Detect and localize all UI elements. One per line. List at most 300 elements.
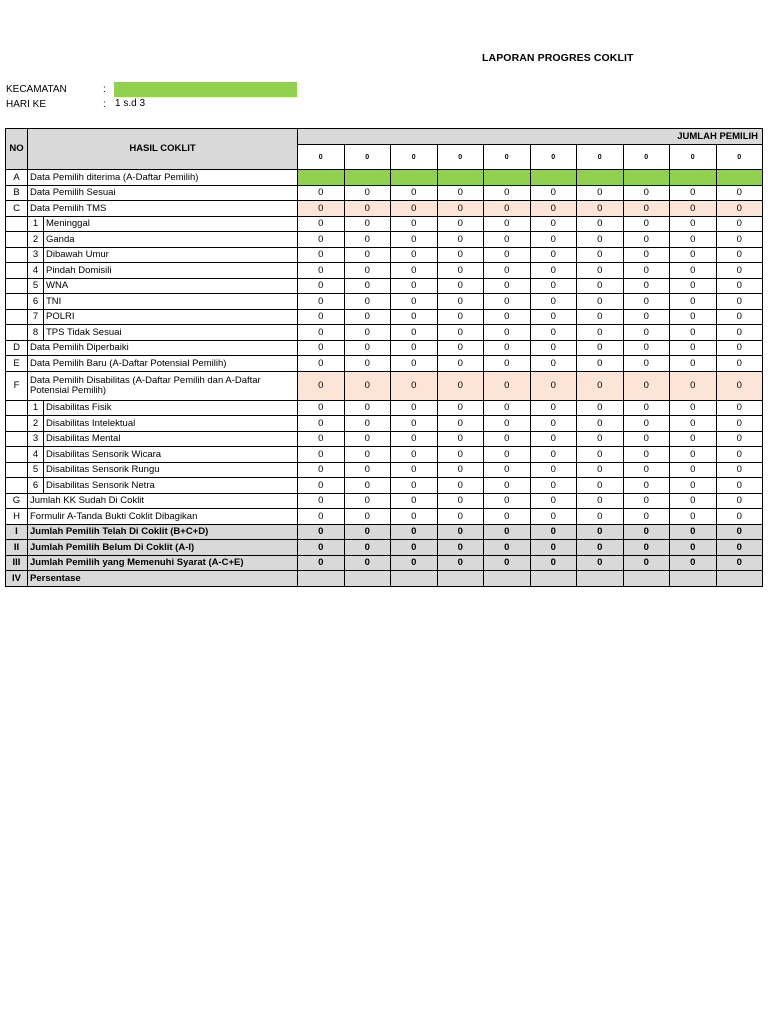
value-cell[interactable]: 0	[391, 247, 438, 263]
row-label: Jumlah Pemilih Belum Di Coklit (A-I)	[28, 540, 298, 556]
value-cell[interactable]: 0	[298, 371, 345, 400]
row-label: Disabilitas Intelektual	[44, 416, 298, 432]
value-cell[interactable]: 0	[344, 232, 391, 248]
value-cell[interactable]: 0	[530, 232, 577, 248]
row-number: II	[6, 540, 28, 556]
table-row	[6, 278, 763, 294]
value-cell[interactable]: 0	[670, 509, 717, 525]
value-cell[interactable]: 0	[716, 263, 763, 279]
value-cell[interactable]: 0	[670, 232, 717, 248]
value-cell[interactable]: 0	[298, 232, 345, 248]
value-cell[interactable]: 0	[298, 201, 345, 217]
value-cell[interactable]: 0	[344, 478, 391, 494]
value-cell[interactable]: 0	[577, 356, 624, 372]
value-cell[interactable]: 0	[577, 400, 624, 416]
table-row	[6, 371, 763, 400]
value-cell[interactable]: 0	[670, 356, 717, 372]
value-cell[interactable]: 0	[344, 216, 391, 232]
value-cell[interactable]: 0	[670, 447, 717, 463]
value-cell[interactable]: 0	[484, 216, 531, 232]
value-cell[interactable]: 0	[437, 431, 484, 447]
value-cell[interactable]: 0	[437, 555, 484, 571]
value-cell[interactable]: 0	[577, 371, 624, 400]
value-cell[interactable]: 0	[716, 247, 763, 263]
value-cell[interactable]	[437, 571, 484, 587]
value-cell[interactable]: 0	[623, 462, 670, 478]
value-cell[interactable]: 0	[577, 431, 624, 447]
value-cell[interactable]: 0	[437, 356, 484, 372]
value-cell[interactable]: 0	[623, 247, 670, 263]
row-sub-number: 5	[28, 462, 44, 478]
value-cell[interactable]: 0	[670, 400, 717, 416]
value-cell[interactable]: 0	[391, 555, 438, 571]
value-cell[interactable]	[670, 571, 717, 587]
value-cell[interactable]: 0	[530, 555, 577, 571]
value-cell[interactable]	[530, 170, 577, 186]
value-cell[interactable]: 0	[484, 185, 531, 201]
value-cell[interactable]: 0	[484, 416, 531, 432]
value-cell[interactable]: 0	[577, 201, 624, 217]
row-sub-number: 6	[28, 478, 44, 494]
value-cell[interactable]: 0	[623, 509, 670, 525]
value-cell[interactable]: 0	[298, 555, 345, 571]
value-cell[interactable]: 0	[716, 371, 763, 400]
value-cell[interactable]: 0	[437, 447, 484, 463]
value-cell[interactable]: 0	[577, 493, 624, 509]
row-number	[6, 232, 28, 248]
value-cell[interactable]: 0	[391, 294, 438, 310]
value-cell[interactable]: 0	[437, 232, 484, 248]
value-cell[interactable]: 0	[670, 431, 717, 447]
value-cell[interactable]: 0	[716, 416, 763, 432]
value-cell[interactable]: 0	[344, 493, 391, 509]
value-cell[interactable]: 0	[530, 294, 577, 310]
value-cell[interactable]: 0	[484, 493, 531, 509]
value-cell[interactable]: 0	[623, 540, 670, 556]
value-cell[interactable]: 0	[623, 416, 670, 432]
row-label: Jumlah Pemilih yang Memenuhi Syarat (A-C+E)	[28, 555, 298, 571]
value-cell[interactable]: 0	[623, 232, 670, 248]
column-header: 0	[437, 145, 484, 170]
value-cell[interactable]: 0	[530, 325, 577, 341]
value-cell[interactable]: 0	[298, 447, 345, 463]
value-cell[interactable]: 0	[437, 185, 484, 201]
value-cell[interactable]	[391, 170, 438, 186]
value-cell[interactable]: 0	[437, 216, 484, 232]
value-cell[interactable]: 0	[391, 540, 438, 556]
value-cell[interactable]: 0	[484, 431, 531, 447]
value-cell[interactable]: 0	[344, 447, 391, 463]
value-cell[interactable]: 0	[484, 371, 531, 400]
value-cell[interactable]: 0	[344, 431, 391, 447]
row-number	[6, 309, 28, 325]
value-cell[interactable]: 0	[298, 478, 345, 494]
value-cell[interactable]: 0	[530, 263, 577, 279]
value-cell[interactable]: 0	[716, 216, 763, 232]
value-cell[interactable]: 0	[298, 416, 345, 432]
value-cell[interactable]: 0	[530, 216, 577, 232]
value-cell[interactable]: 0	[484, 555, 531, 571]
value-cell[interactable]: 0	[623, 431, 670, 447]
value-cell[interactable]: 0	[484, 524, 531, 540]
value-cell[interactable]	[391, 571, 438, 587]
value-cell[interactable]: 0	[577, 555, 624, 571]
value-cell[interactable]: 0	[484, 400, 531, 416]
value-cell[interactable]: 0	[437, 294, 484, 310]
value-cell[interactable]: 0	[437, 325, 484, 341]
value-cell[interactable]: 0	[623, 524, 670, 540]
value-cell[interactable]: 0	[623, 325, 670, 341]
value-cell[interactable]: 0	[344, 247, 391, 263]
row-number: G	[6, 493, 28, 509]
row-label: Data Pemilih Disabilitas (A-Daftar Pemilih dan A-Daftar Potensial Pemilih)	[28, 371, 298, 400]
value-cell[interactable]: 0	[484, 325, 531, 341]
value-cell[interactable]: 0	[670, 462, 717, 478]
value-cell[interactable]: 0	[391, 400, 438, 416]
value-cell[interactable]: 0	[670, 493, 717, 509]
value-cell[interactable]: 0	[577, 540, 624, 556]
table-row	[6, 540, 763, 556]
value-cell[interactable]: 0	[670, 247, 717, 263]
row-label: Disabilitas Mental	[44, 431, 298, 447]
value-cell[interactable]: 0	[577, 325, 624, 341]
value-cell[interactable]: 0	[437, 509, 484, 525]
value-cell[interactable]	[298, 571, 345, 587]
value-cell[interactable]: 0	[298, 325, 345, 341]
value-cell[interactable]	[670, 170, 717, 186]
value-cell[interactable]: 0	[391, 263, 438, 279]
value-cell[interactable]: 0	[530, 356, 577, 372]
value-cell[interactable]: 0	[623, 294, 670, 310]
value-cell[interactable]: 0	[391, 340, 438, 356]
value-cell[interactable]: 0	[391, 185, 438, 201]
value-cell[interactable]: 0	[577, 462, 624, 478]
report-title: LAPORAN PROGRES COKLIT	[482, 52, 634, 64]
value-cell[interactable]: 0	[437, 247, 484, 263]
value-cell[interactable]: 0	[298, 294, 345, 310]
value-cell[interactable]: 0	[298, 400, 345, 416]
value-cell[interactable]: 0	[391, 232, 438, 248]
value-cell[interactable]: 0	[437, 416, 484, 432]
value-cell[interactable]: 0	[577, 447, 624, 463]
value-cell[interactable]: 0	[623, 555, 670, 571]
value-cell[interactable]: 0	[484, 263, 531, 279]
row-sub-number: 7	[28, 309, 44, 325]
value-cell[interactable]: 0	[716, 493, 763, 509]
value-cell[interactable]	[716, 571, 763, 587]
row-sub-number: 2	[28, 416, 44, 432]
table-row	[6, 478, 763, 494]
value-cell[interactable]: 0	[716, 356, 763, 372]
value-cell[interactable]: 0	[670, 201, 717, 217]
kecamatan-label: KECAMATAN	[6, 84, 67, 95]
value-cell[interactable]: 0	[623, 356, 670, 372]
value-cell[interactable]: 0	[484, 247, 531, 263]
value-cell[interactable]	[344, 571, 391, 587]
value-cell[interactable]: 0	[437, 309, 484, 325]
value-cell[interactable]: 0	[344, 509, 391, 525]
value-cell[interactable]: 0	[437, 371, 484, 400]
value-cell[interactable]: 0	[577, 416, 624, 432]
value-cell[interactable]: 0	[391, 371, 438, 400]
value-cell[interactable]: 0	[670, 555, 717, 571]
value-cell[interactable]: 0	[670, 294, 717, 310]
value-cell[interactable]: 0	[716, 185, 763, 201]
value-cell[interactable]: 0	[670, 325, 717, 341]
value-cell[interactable]: 0	[437, 278, 484, 294]
row-label: Data Pemilih Baru (A-Daftar Potensial Pemilih)	[28, 356, 298, 372]
value-cell[interactable]: 0	[530, 509, 577, 525]
value-cell[interactable]: 0	[437, 478, 484, 494]
value-cell[interactable]: 0	[391, 509, 438, 525]
table-header	[6, 129, 763, 170]
value-cell[interactable]: 0	[670, 478, 717, 494]
value-cell[interactable]: 0	[670, 278, 717, 294]
value-cell[interactable]: 0	[437, 201, 484, 217]
value-cell[interactable]: 0	[530, 340, 577, 356]
value-cell[interactable]: 0	[298, 540, 345, 556]
value-cell[interactable]: 0	[391, 356, 438, 372]
value-cell[interactable]	[484, 170, 531, 186]
row-label: Pindah Domisili	[44, 263, 298, 279]
value-cell[interactable]: 0	[530, 201, 577, 217]
row-sub-number: 4	[28, 447, 44, 463]
value-cell[interactable]: 0	[344, 309, 391, 325]
value-cell[interactable]: 0	[344, 524, 391, 540]
progress-table	[5, 128, 763, 587]
value-cell[interactable]: 0	[716, 400, 763, 416]
value-cell[interactable]: 0	[484, 540, 531, 556]
row-sub-number: 2	[28, 232, 44, 248]
value-cell[interactable]: 0	[484, 340, 531, 356]
value-cell[interactable]: 0	[670, 216, 717, 232]
value-cell[interactable]: 0	[530, 431, 577, 447]
value-cell[interactable]: 0	[391, 416, 438, 432]
value-cell[interactable]: 0	[437, 462, 484, 478]
value-cell[interactable]: 0	[298, 278, 345, 294]
value-cell[interactable]: 0	[577, 524, 624, 540]
value-cell[interactable]: 0	[623, 309, 670, 325]
value-cell[interactable]: 0	[298, 247, 345, 263]
value-cell[interactable]: 0	[344, 201, 391, 217]
value-cell[interactable]: 0	[298, 263, 345, 279]
value-cell[interactable]	[298, 170, 345, 186]
value-cell[interactable]: 0	[623, 216, 670, 232]
value-cell[interactable]: 0	[623, 371, 670, 400]
table-row	[6, 216, 763, 232]
value-cell[interactable]: 0	[577, 294, 624, 310]
value-cell[interactable]: 0	[484, 447, 531, 463]
value-cell[interactable]: 0	[391, 201, 438, 217]
value-cell[interactable]: 0	[623, 185, 670, 201]
value-cell[interactable]: 0	[344, 278, 391, 294]
value-cell[interactable]: 0	[344, 416, 391, 432]
row-sub-number: 5	[28, 278, 44, 294]
value-cell[interactable]: 0	[437, 540, 484, 556]
value-cell[interactable]	[437, 170, 484, 186]
value-cell[interactable]: 0	[716, 201, 763, 217]
value-cell[interactable]: 0	[623, 278, 670, 294]
value-cell[interactable]: 0	[391, 325, 438, 341]
row-label: Data Pemilih Sesuai	[28, 185, 298, 201]
value-cell[interactable]: 0	[577, 509, 624, 525]
value-cell[interactable]: 0	[530, 309, 577, 325]
value-cell[interactable]: 0	[391, 524, 438, 540]
value-cell[interactable]: 0	[670, 524, 717, 540]
row-sub-number: 3	[28, 247, 44, 263]
value-cell[interactable]: 0	[391, 278, 438, 294]
value-cell[interactable]: 0	[298, 524, 345, 540]
value-cell[interactable]: 0	[298, 356, 345, 372]
value-cell[interactable]: 0	[716, 462, 763, 478]
value-cell[interactable]: 0	[716, 447, 763, 463]
value-cell[interactable]: 0	[344, 325, 391, 341]
value-cell[interactable]: 0	[437, 400, 484, 416]
value-cell[interactable]: 0	[344, 263, 391, 279]
value-cell[interactable]	[577, 170, 624, 186]
value-cell[interactable]: 0	[484, 201, 531, 217]
value-cell[interactable]	[623, 571, 670, 587]
value-cell[interactable]: 0	[577, 340, 624, 356]
value-cell[interactable]: 0	[623, 478, 670, 494]
value-cell[interactable]: 0	[577, 309, 624, 325]
value-cell[interactable]: 0	[298, 309, 345, 325]
value-cell[interactable]: 0	[623, 263, 670, 279]
value-cell[interactable]: 0	[530, 447, 577, 463]
value-cell[interactable]: 0	[298, 340, 345, 356]
value-cell[interactable]: 0	[670, 540, 717, 556]
value-cell[interactable]: 0	[530, 524, 577, 540]
value-cell[interactable]: 0	[344, 540, 391, 556]
kecamatan-value-cell[interactable]	[114, 82, 297, 97]
value-cell[interactable]: 0	[716, 524, 763, 540]
value-cell[interactable]: 0	[716, 509, 763, 525]
value-cell[interactable]: 0	[298, 493, 345, 509]
value-cell[interactable]: 0	[344, 371, 391, 400]
value-cell[interactable]: 0	[623, 201, 670, 217]
value-cell[interactable]: 0	[577, 185, 624, 201]
value-cell[interactable]: 0	[530, 185, 577, 201]
value-cell[interactable]: 0	[716, 478, 763, 494]
value-cell[interactable]: 0	[716, 309, 763, 325]
value-cell[interactable]: 0	[298, 185, 345, 201]
table-row	[6, 356, 763, 372]
value-cell[interactable]	[623, 170, 670, 186]
value-cell[interactable]: 0	[484, 478, 531, 494]
value-cell[interactable]: 0	[344, 185, 391, 201]
value-cell[interactable]: 0	[577, 263, 624, 279]
value-cell[interactable]: 0	[577, 478, 624, 494]
value-cell[interactable]: 0	[530, 478, 577, 494]
column-header: 0	[623, 145, 670, 170]
value-cell[interactable]: 0	[530, 400, 577, 416]
value-cell[interactable]: 0	[391, 462, 438, 478]
value-cell[interactable]: 0	[716, 278, 763, 294]
value-cell[interactable]: 0	[670, 416, 717, 432]
value-cell[interactable]: 0	[391, 478, 438, 494]
value-cell[interactable]: 0	[484, 509, 531, 525]
value-cell[interactable]: 0	[391, 216, 438, 232]
value-cell[interactable]	[577, 571, 624, 587]
value-cell[interactable]: 0	[484, 278, 531, 294]
row-number	[6, 263, 28, 279]
value-cell[interactable]: 0	[437, 493, 484, 509]
value-cell[interactable]	[716, 170, 763, 186]
row-number: III	[6, 555, 28, 571]
value-cell[interactable]: 0	[484, 232, 531, 248]
value-cell[interactable]: 0	[344, 356, 391, 372]
value-cell[interactable]: 0	[484, 462, 531, 478]
value-cell[interactable]: 0	[437, 524, 484, 540]
value-cell[interactable]: 0	[670, 340, 717, 356]
value-cell[interactable]: 0	[530, 462, 577, 478]
value-cell[interactable]: 0	[298, 431, 345, 447]
value-cell[interactable]: 0	[530, 247, 577, 263]
value-cell[interactable]: 0	[577, 216, 624, 232]
value-cell[interactable]: 0	[623, 340, 670, 356]
value-cell[interactable]: 0	[716, 232, 763, 248]
value-cell[interactable]: 0	[344, 340, 391, 356]
value-cell[interactable]: 0	[484, 356, 531, 372]
value-cell[interactable]: 0	[437, 263, 484, 279]
value-cell[interactable]: 0	[716, 325, 763, 341]
value-cell[interactable]: 0	[716, 431, 763, 447]
value-cell[interactable]: 0	[530, 416, 577, 432]
value-cell[interactable]: 0	[530, 371, 577, 400]
value-cell[interactable]: 0	[623, 493, 670, 509]
value-cell[interactable]: 0	[623, 447, 670, 463]
column-header: 0	[344, 145, 391, 170]
value-cell[interactable]: 0	[344, 294, 391, 310]
value-cell[interactable]: 0	[577, 247, 624, 263]
value-cell[interactable]: 0	[577, 232, 624, 248]
value-cell[interactable]: 0	[530, 278, 577, 294]
value-cell[interactable]: 0	[530, 493, 577, 509]
value-cell[interactable]	[484, 571, 531, 587]
value-cell[interactable]: 0	[670, 185, 717, 201]
value-cell[interactable]: 0	[344, 555, 391, 571]
value-cell[interactable]: 0	[298, 462, 345, 478]
value-cell[interactable]: 0	[716, 294, 763, 310]
table-row	[6, 431, 763, 447]
value-cell[interactable]: 0	[623, 400, 670, 416]
table-row	[6, 400, 763, 416]
value-cell[interactable]: 0	[391, 493, 438, 509]
value-cell[interactable]: 0	[530, 540, 577, 556]
value-cell[interactable]: 0	[670, 371, 717, 400]
value-cell[interactable]: 0	[716, 540, 763, 556]
value-cell[interactable]: 0	[670, 263, 717, 279]
value-cell[interactable]: 0	[344, 400, 391, 416]
value-cell[interactable]: 0	[437, 340, 484, 356]
value-cell[interactable]: 0	[484, 309, 531, 325]
value-cell[interactable]: 0	[716, 340, 763, 356]
table-row	[6, 493, 763, 509]
value-cell[interactable]: 0	[577, 278, 624, 294]
value-cell[interactable]: 0	[484, 294, 531, 310]
row-number	[6, 294, 28, 310]
value-cell[interactable]	[344, 170, 391, 186]
value-cell[interactable]: 0	[298, 509, 345, 525]
value-cell[interactable]: 0	[298, 216, 345, 232]
value-cell[interactable]: 0	[344, 462, 391, 478]
value-cell[interactable]: 0	[670, 309, 717, 325]
value-cell[interactable]: 0	[391, 309, 438, 325]
value-cell[interactable]: 0	[391, 447, 438, 463]
value-cell[interactable]: 0	[716, 555, 763, 571]
value-cell[interactable]: 0	[391, 431, 438, 447]
value-cell[interactable]	[530, 571, 577, 587]
